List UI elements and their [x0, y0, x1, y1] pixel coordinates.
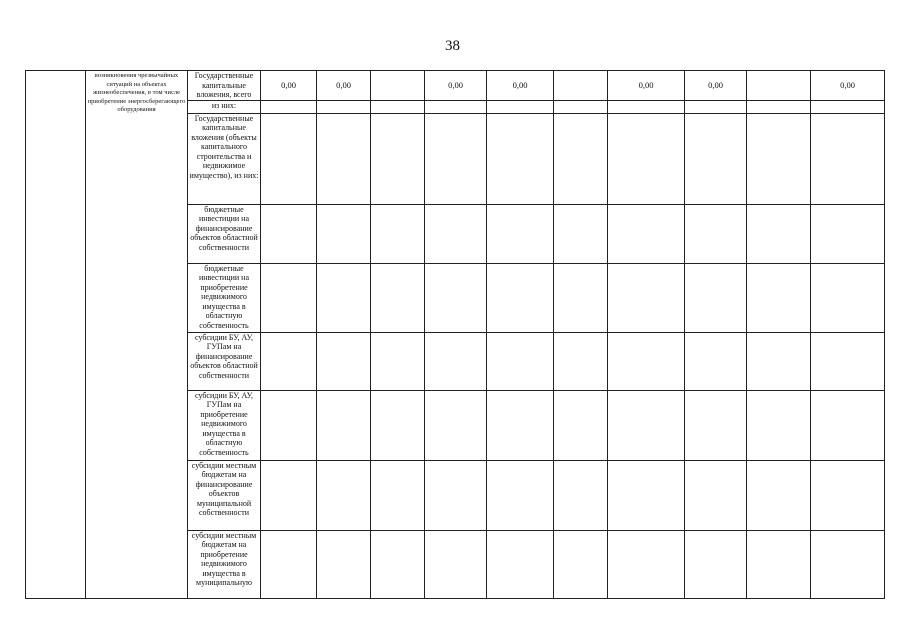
- value-cell: [608, 100, 685, 113]
- value-cell: [554, 460, 608, 530]
- value-cell: [554, 332, 608, 390]
- value-cell: [554, 390, 608, 460]
- value-cell: [487, 460, 554, 530]
- value-cell: [487, 332, 554, 390]
- value-cell: [685, 460, 747, 530]
- value-cell: 0,00: [811, 71, 885, 101]
- value-cell: [261, 530, 317, 598]
- value-cell: [608, 204, 685, 263]
- value-cell: [685, 390, 747, 460]
- value-cell: [261, 100, 317, 113]
- value-cell: [425, 332, 487, 390]
- value-cell: [371, 204, 425, 263]
- value-cell: [261, 204, 317, 263]
- value-cell: 0,00: [608, 71, 685, 101]
- value-cell: [487, 530, 554, 598]
- value-cell: [554, 204, 608, 263]
- value-cell: [487, 100, 554, 113]
- value-cell: [261, 113, 317, 204]
- page-number: 38: [445, 38, 460, 54]
- value-cell: [371, 530, 425, 598]
- value-cell: [811, 332, 885, 390]
- value-cell: [811, 530, 885, 598]
- value-cell: [608, 530, 685, 598]
- value-cell: [747, 460, 811, 530]
- value-cell: [554, 113, 608, 204]
- funding-category-label: бюджетные инвестиции на финансирование объектов областной собственности: [188, 204, 261, 263]
- value-cell: [747, 263, 811, 332]
- value-cell: [425, 204, 487, 263]
- value-cell: [317, 530, 371, 598]
- funding-category-label: Государственные капитальные вложения (объекты капитального строительства и недвижимое имущество), из них:: [188, 113, 261, 204]
- value-cell: [371, 332, 425, 390]
- value-cell: [747, 390, 811, 460]
- value-cell: [317, 100, 371, 113]
- value-cell: [371, 100, 425, 113]
- value-cell: [608, 460, 685, 530]
- funding-category-label: субсидии местным бюджетам на финансирование объектов муниципальной собственности: [188, 460, 261, 530]
- value-cell: [685, 530, 747, 598]
- empty-first-column: [26, 71, 86, 599]
- value-cell: [747, 71, 811, 101]
- value-cell: [811, 113, 885, 204]
- value-cell: [317, 113, 371, 204]
- table-row: [26, 71, 885, 101]
- value-cell: [685, 204, 747, 263]
- value-cell: 0,00: [487, 71, 554, 101]
- value-cell: [487, 204, 554, 263]
- value-cell: [747, 204, 811, 263]
- funding-category-label: субсидии БУ, АУ, ГУПам на финансирование объектов областной собственности: [188, 332, 261, 390]
- value-cell: [811, 100, 885, 113]
- funding-category-label: субсидии БУ, АУ, ГУПам на приобретение недвижимого имущества в областную собственность: [188, 390, 261, 460]
- value-cell: [811, 204, 885, 263]
- event-description-cell: возникновения чрезвычайных ситуаций на объектах жизнеобеспечения, в том числе приобретение энергосберегающего оборудования: [86, 71, 188, 599]
- value-cell: [317, 204, 371, 263]
- value-cell: [425, 530, 487, 598]
- value-cell: [371, 71, 425, 101]
- value-cell: [261, 460, 317, 530]
- value-cell: [371, 390, 425, 460]
- value-cell: [317, 332, 371, 390]
- value-cell: 0,00: [685, 71, 747, 101]
- value-cell: [554, 71, 608, 101]
- value-cell: [747, 530, 811, 598]
- value-cell: [371, 263, 425, 332]
- value-cell: [685, 263, 747, 332]
- value-cell: [371, 460, 425, 530]
- value-cell: [685, 100, 747, 113]
- value-cell: [317, 460, 371, 530]
- value-cell: [261, 390, 317, 460]
- value-cell: [811, 460, 885, 530]
- value-cell: [608, 390, 685, 460]
- value-cell: [608, 332, 685, 390]
- value-cell: 0,00: [425, 71, 487, 101]
- value-cell: [317, 390, 371, 460]
- value-cell: [554, 100, 608, 113]
- value-cell: [608, 263, 685, 332]
- value-cell: [487, 263, 554, 332]
- funding-category-label: Государственные капитальные вложения, всего: [188, 71, 261, 101]
- value-cell: [608, 113, 685, 204]
- budget-table: [25, 70, 885, 599]
- value-cell: [747, 332, 811, 390]
- value-cell: [685, 332, 747, 390]
- value-cell: [747, 113, 811, 204]
- value-cell: [371, 113, 425, 204]
- funding-category-label: из них:: [188, 100, 261, 113]
- value-cell: [425, 390, 487, 460]
- value-cell: [261, 263, 317, 332]
- value-cell: [685, 113, 747, 204]
- value-cell: 0,00: [261, 71, 317, 101]
- value-cell: [317, 263, 371, 332]
- value-cell: 0,00: [317, 71, 371, 101]
- value-cell: [425, 113, 487, 204]
- value-cell: [425, 100, 487, 113]
- funding-category-label: субсидии местным бюджетам на приобретение недвижимого имущества в муниципальную: [188, 530, 261, 598]
- funding-category-label: бюджетные инвестиции на приобретение недвижимого имущества в областную собственность: [188, 263, 261, 332]
- value-cell: [747, 100, 811, 113]
- value-cell: [425, 263, 487, 332]
- value-cell: [487, 390, 554, 460]
- value-cell: [554, 263, 608, 332]
- value-cell: [554, 530, 608, 598]
- value-cell: [425, 460, 487, 530]
- value-cell: [811, 263, 885, 332]
- value-cell: [487, 113, 554, 204]
- value-cell: [261, 332, 317, 390]
- value-cell: [811, 390, 885, 460]
